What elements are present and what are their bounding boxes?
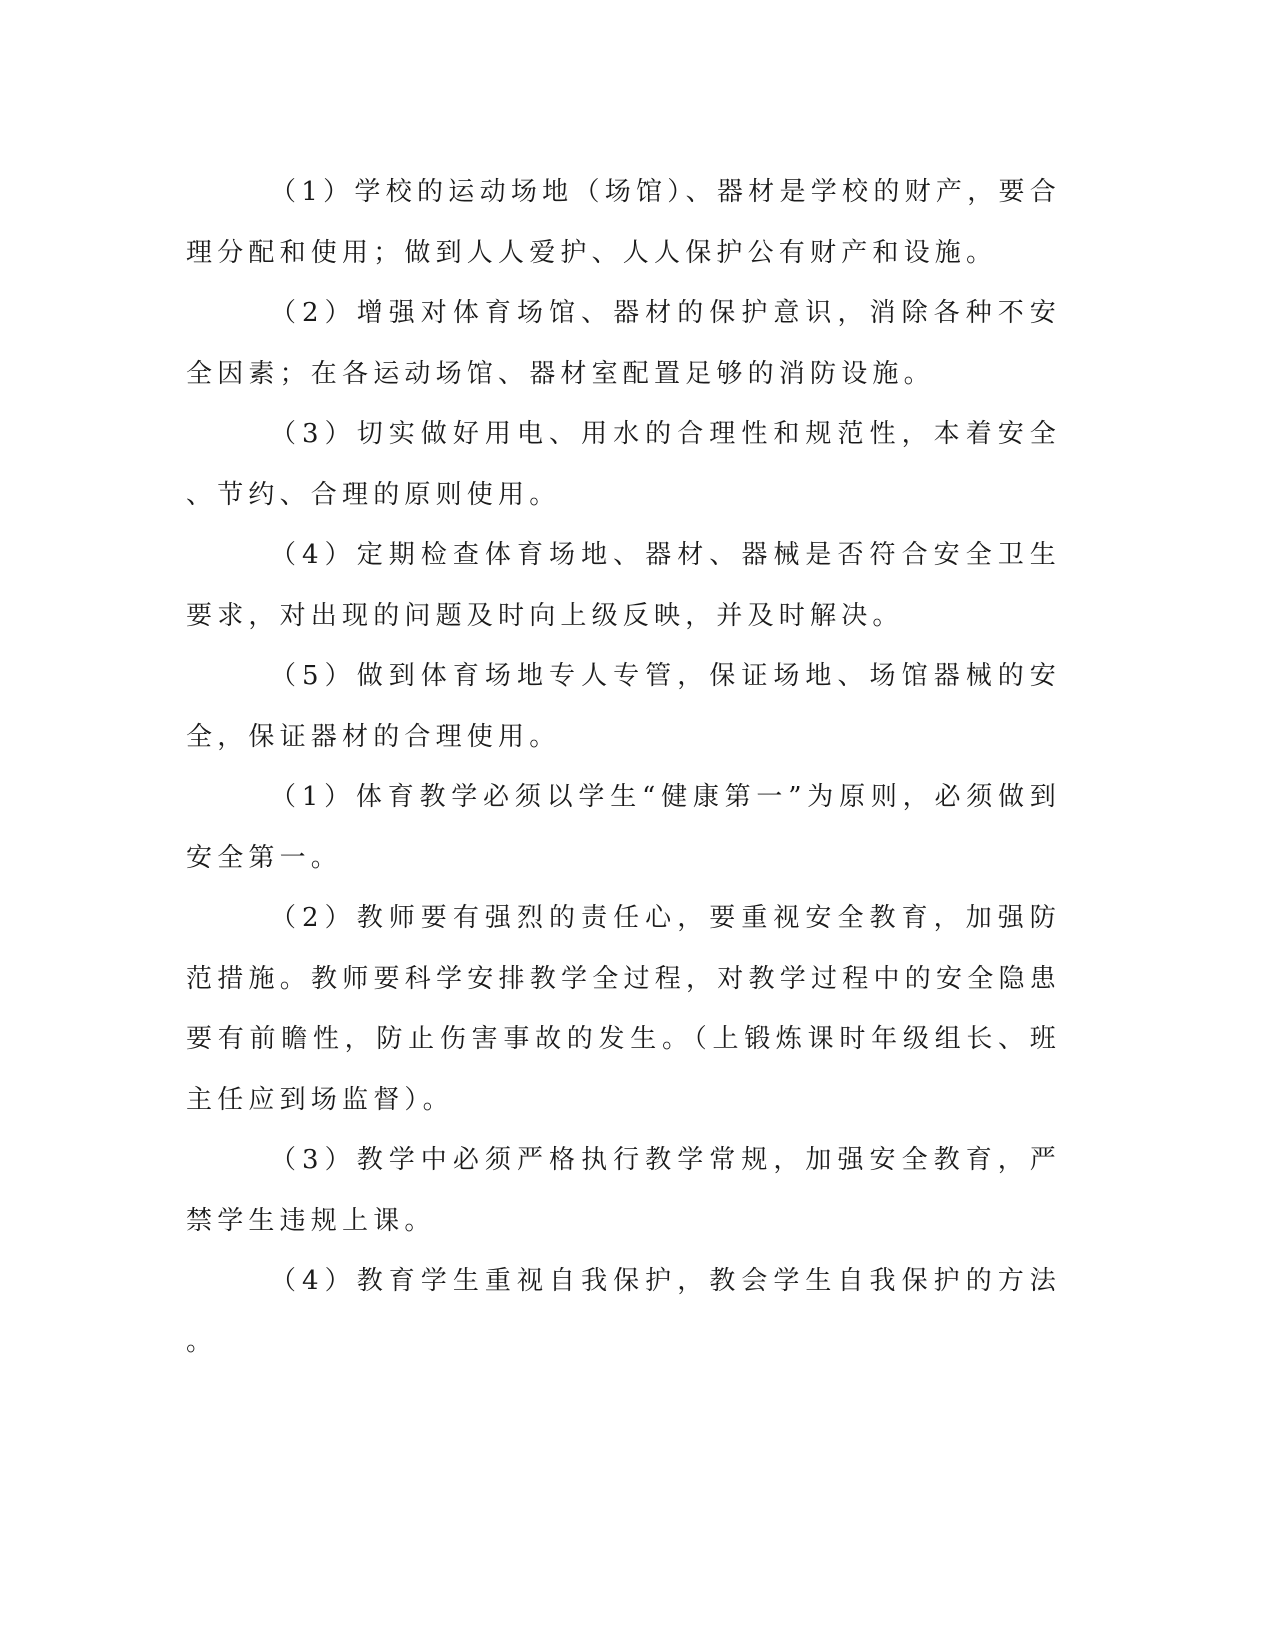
paragraph-teaching-2: （2）教师要有强烈的责任心，要重视安全教育，加强防范措施。教师要科学安排教学全过程，对教学过程中的安全隐患要有前瞻性，防止伤害事故的发生。（上锻炼课时年级组长、班主任应到场监督）。 <box>186 903 1061 1115</box>
document-body <box>186 162 1061 1372</box>
paragraph-venue-5: （5）做到体育场地专人专管，保证场地、场馆器械的安全，保证器材的合理使用。 <box>186 661 1061 752</box>
paragraph-venue-3: （3）切实做好用电、用水的合理性和规范性，本着安全、节约、合理的原则使用。 <box>186 419 1061 510</box>
paragraph-teaching-4: （4）教育学生重视自我保护，教会学生自我保护的方法。 <box>186 1266 1061 1357</box>
paragraph-teaching-1: （1）体育教学必须以学生“健康第一”为原则，必须做到安全第一。 <box>186 782 1061 873</box>
paragraph-teaching-3: （3）教学中必须严格执行教学常规，加强安全教育，严禁学生违规上课。 <box>186 1145 1061 1236</box>
paragraph-venue-4: （4）定期检查体育场地、器材、器械是否符合安全卫生要求，对出现的问题及时向上级反映，并及时解决。 <box>186 540 1061 631</box>
paragraph-venue-2: （2）增强对体育场馆、器材的保护意识，消除各种不安全因素；在各运动场馆、器材室配置足够的消防设施。 <box>186 298 1061 389</box>
paragraph-venue-1: （1）学校的运动场地（场馆）、器材是学校的财产，要合理分配和使用；做到人人爱护、人人保护公有财产和设施。 <box>186 177 1061 268</box>
